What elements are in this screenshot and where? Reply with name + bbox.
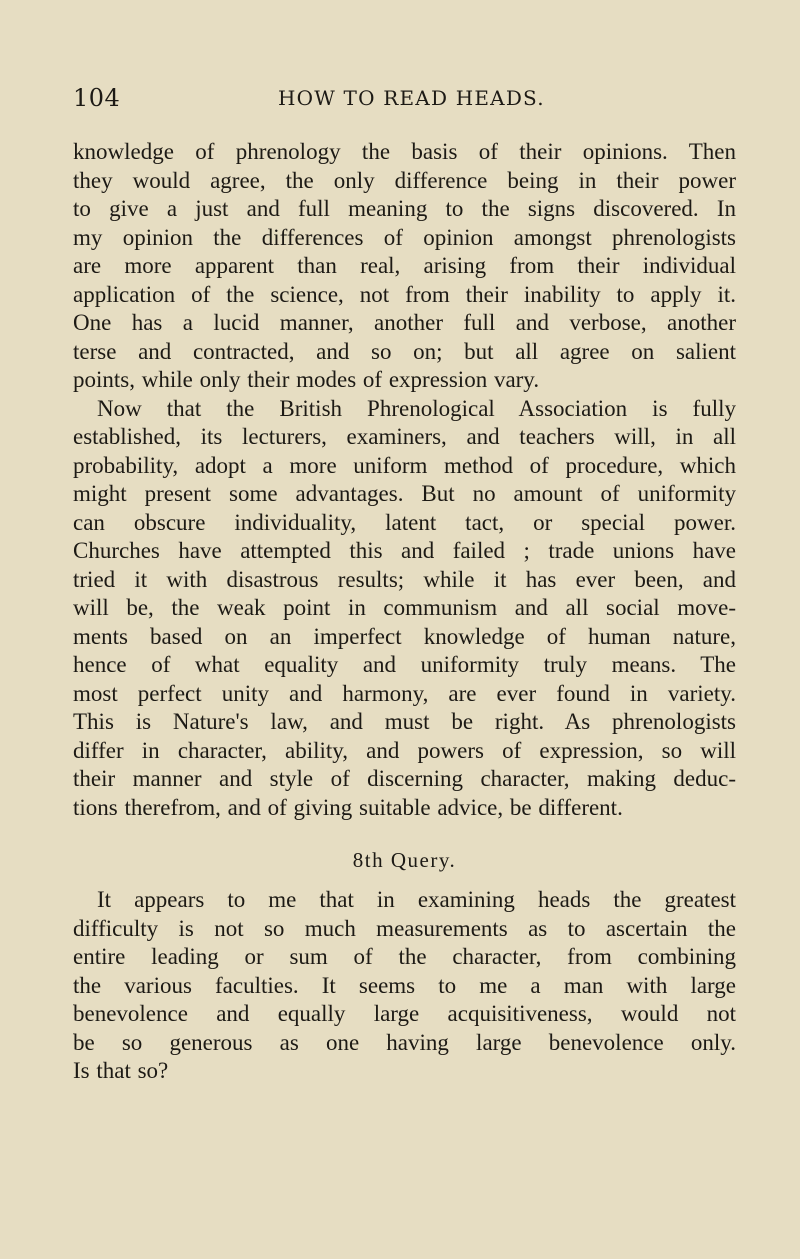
paragraph-1 [73,138,736,395]
paragraph-2 [73,395,736,823]
text-line: hence of what equality and uniformity truly means. The [73,652,736,677]
text-line: application of the science, not from their inability to apply it. [73,281,736,307]
text-line: knowledge of phrenology the basis of their opinions. Then [73,139,736,164]
text-line: established, its lecturers, examiners, and teachers will, in all [73,424,736,449]
running-title: HOW TO READ HEADS. [278,86,545,110]
text-line: their manner and style of discerning character, making deduc- [73,766,736,791]
text-line: This is Nature's law, and must be right. As phrenologists [73,709,736,734]
text-line: Churches have attempted this and failed ; trade unions have [73,538,736,563]
text-line: Now that the British Phrenological Association is fully [97,395,736,421]
text-line: ments based on an imperfect knowledge of human nature, [73,623,736,649]
text-line: the various faculties. It seems to me a man with large [73,972,736,998]
text-line: probability, adopt a more uniform method of procedure, which [73,452,736,478]
text-line: terse and contracted, and so on; but all agree on salient [73,338,736,364]
page-number: 104 [73,84,121,112]
text-line: be so generous as one having large benevolence only. [73,1029,736,1055]
text-line: will be, the weak point in communism and all social move- [73,595,736,620]
text-line: tried it with disastrous results; while it has ever been, and [73,566,736,592]
running-head [0,84,800,114]
text-line: most perfect unity and harmony, are ever found in variety. [73,680,736,706]
text-line: might present some advantages. But no amount of uniformity [73,481,736,506]
text-line: difficulty is not so much measurements as to ascertain the [73,915,736,941]
text-line: tions therefrom, and of giving suitable advice, be different. [73,794,623,820]
text-line: my opinion the differences of opinion amongst phrenologists [73,224,736,250]
text-line: can obscure individuality, latent tact, or special power. [73,509,736,535]
query-paragraph [73,886,736,1086]
section-heading: 8th Query. [352,848,457,872]
text-line: they would agree, the only difference being in their power [73,167,736,193]
text-line: differ in character, ability, and powers of expression, so will [73,737,736,763]
text-line: It appears to me that in examining heads the greatest [97,887,736,912]
text-line: One has a lucid manner, another full and verbose, another [73,310,736,335]
text-line: benevolence and equally large acquisitiveness, would not [73,1001,736,1026]
text-line: to give a just and full meaning to the signs discovered. In [73,196,736,221]
text-line: are more apparent than real, arising from their individual [73,253,736,278]
text-line: Is that so? [73,1058,169,1083]
text-line: points, while only their modes of expression vary. [73,367,540,392]
body-text [73,138,736,1086]
text-line: entire leading or sum of the character, from combining [73,944,736,969]
